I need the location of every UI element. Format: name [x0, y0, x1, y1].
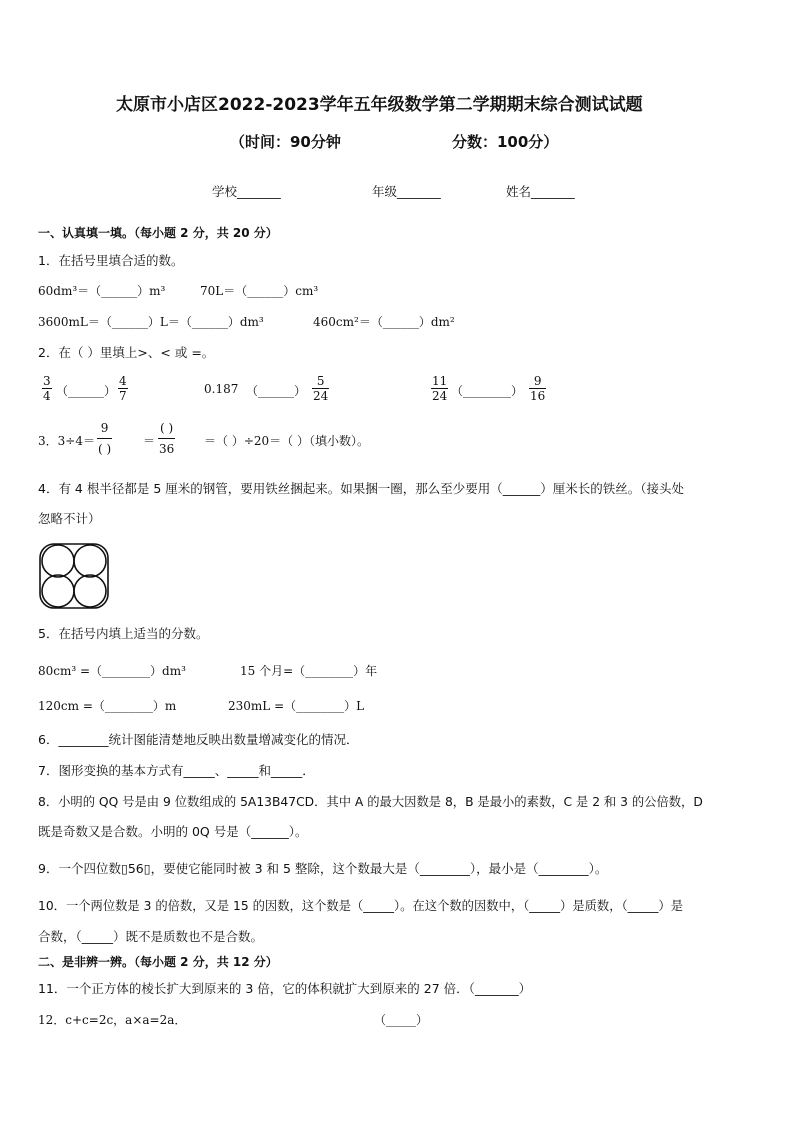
q5-c: 120cm =（________）m: [38, 699, 177, 713]
q7: 7．图形变换的基本方式有_____、_____和_____．: [38, 763, 315, 778]
exam-time: （时间：90分钟: [230, 133, 341, 151]
q9: 9．一个四位数▯56▯，要使它能同时被 3 和 5 整除，这个数最大是（________），最小是（________）。: [38, 861, 608, 876]
q12-blank: （_____）: [374, 1013, 429, 1027]
q5-a: 80cm³ =（________）dm³: [38, 664, 186, 678]
q2-p1-right-fraction: $\frac{4}{7}$: [119, 374, 127, 403]
q3-equals: ＝: [143, 434, 156, 448]
q2-p2-left: 0.187: [204, 382, 239, 396]
q2-p3-blank: （________）: [451, 384, 524, 398]
q6: 6．________统计图能清楚地反映出数量增减变化的情况．: [38, 732, 359, 747]
q3-fraction-1: 9 ( ): [97, 418, 112, 459]
q2-p1-blank: （______）: [56, 384, 117, 398]
q2-p3-left-fraction: $\frac{11}{24}$: [432, 374, 448, 403]
q2-p2-right-fraction: $\frac{5}{24}$: [313, 374, 329, 403]
q3-prefix: 3．3÷4＝: [38, 434, 95, 448]
section2-heading: 二、是非辨一辨。（每小题 2 分，共 12 分）: [38, 955, 278, 969]
exam-score: 分数：100分）: [452, 133, 559, 151]
page-title: 太原市小店区2022-2023学年五年级数学第二学期期末综合测试试题: [116, 95, 643, 115]
school-field: 学校_______: [212, 184, 281, 199]
q2-p3-right-fraction: $\frac{9}{16}$: [530, 374, 546, 403]
q5-stem: 5．在括号内填上适当的分数。: [38, 626, 209, 641]
grade-field: 年级_______: [372, 184, 441, 199]
q2-stem: 2．在（ ）里填上>、< 或 =。: [38, 345, 215, 360]
q5-d: 230mL =（________）L: [228, 699, 365, 713]
q1-stem: 1．在括号里填合适的数。: [38, 253, 184, 268]
q5-b: 15 个月=（________）年: [240, 664, 378, 678]
q8-line1: 8．小明的 QQ 号是由 9 位数组成的 5A13B47CD．其中 A 的最大因数是 8，B 是最小的素数，C 是 2 和 3 的公倍数，D: [38, 795, 703, 809]
q2-p1-left-fraction: $\frac{3}{4}$: [43, 374, 51, 403]
steel-pipes-figure: [38, 542, 110, 610]
q1-c: 3600mL＝（______）L＝（______）dm³: [38, 315, 264, 329]
q10-line2: 合数，（_____）既不是质数也不是合数。: [38, 929, 264, 944]
section1-heading: 一、认真填一填。（每小题 2 分，共 20 分）: [38, 226, 278, 240]
q4-line1: 4．有 4 根半径都是 5 厘米的钢管，要用铁丝捆起来。如果捆一圈，那么至少要用（______）厘米长的铁丝。（接头处: [38, 481, 685, 496]
name-field: 姓名_______: [506, 184, 575, 199]
q2-p2-blank: （______）: [246, 384, 307, 398]
q1-d: 460cm²＝（______）dm²: [313, 315, 455, 329]
q3-fraction-2: ( ) 36: [158, 418, 175, 459]
q11: 11．一个正方体的棱长扩大到原来的 3 倍，它的体积就扩大到原来的 27 倍．（_______）: [38, 981, 532, 996]
q4-line2: 忽略不计）: [38, 511, 101, 526]
q3-suffix: ＝（ ）÷20＝（ ）（填小数）。: [204, 434, 369, 448]
q1-a: 60dm³＝（______）m³: [38, 284, 166, 298]
q12: 12．c+c=2c，a×a=2a．: [38, 1013, 187, 1027]
q8-line2: 既是奇数又是合数。小明的 0Q 号是（______）。: [38, 824, 308, 839]
q1-b: 70L＝（______）cm³: [200, 284, 319, 298]
q10-line1: 10．一个两位数是 3 的倍数，又是 15 的因数，这个数是（_____）。在这个数的因数中，（_____）是质数，（_____）是: [38, 899, 684, 913]
